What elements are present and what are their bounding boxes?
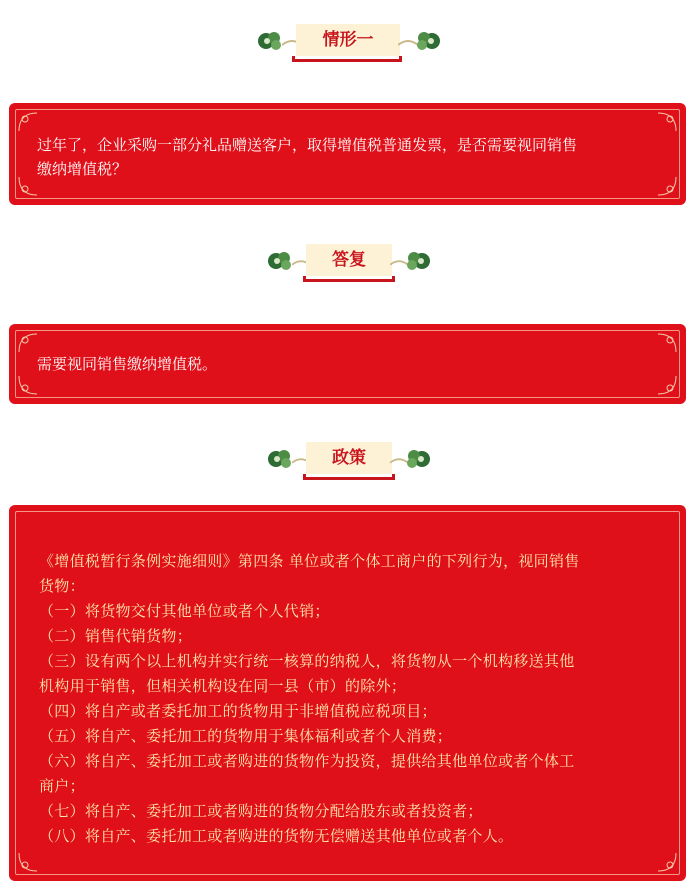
section-title: 情形一: [296, 24, 400, 56]
corner-ornament-icon: [656, 332, 678, 354]
corner-ornament-icon: [17, 175, 39, 197]
answer-card: [9, 324, 686, 404]
policy-line: 机构用于销售，但相关机构设在同一县（市）的除外；: [39, 677, 407, 695]
question-line: 过年了，企业采购一部分礼品赠送客户，取得增值税普通发票，是否需要视同销售: [37, 136, 578, 154]
corner-ornament-icon: [17, 851, 39, 873]
cloud-right-icon: [404, 250, 432, 272]
corner-ornament-icon: [17, 332, 39, 354]
cloud-left-icon: [266, 448, 294, 470]
corner-ornament-icon: [17, 374, 39, 396]
corner-ornament-icon: [656, 374, 678, 396]
cloud-left-icon: [256, 30, 284, 52]
cloud-right-icon: [404, 448, 432, 470]
cloud-right-icon: [414, 30, 442, 52]
policy-card: [9, 505, 686, 881]
answer-text: 需要视同销售缴纳增值税。: [37, 355, 218, 373]
policy-line: （五）将自产、委托加工的货物用于集体福利或者个人消费；: [39, 727, 453, 745]
policy-text: [39, 549, 662, 849]
policy-line: （八）将自产、委托加工或者购进的货物无偿赠送其他单位或者个人。: [39, 827, 514, 845]
section-header-answer: [0, 244, 698, 294]
cloud-left-icon: [266, 250, 294, 272]
corner-ornament-icon: [656, 851, 678, 873]
section-title: 答复: [306, 244, 392, 276]
title-underline: [303, 276, 395, 282]
policy-line: 商户；: [39, 777, 85, 795]
question-text: [37, 133, 662, 181]
title-underline: [303, 474, 395, 480]
policy-line: （三）设有两个以上机构并实行统一核算的纳税人，将货物从一个机构移送其他: [39, 652, 575, 670]
policy-line: （七）将自产、委托加工或者购进的货物分配给股东或者投资者；: [39, 802, 483, 820]
question-card: [9, 103, 686, 205]
policy-line: 《增值税暂行条例实施细则》第四条 单位或者个体工商户的下列行为，视同销售: [39, 552, 580, 570]
corner-ornament-icon: [656, 111, 678, 133]
question-line: 缴纳增值税？: [37, 160, 128, 178]
policy-line: （四）将自产或者委托加工的货物用于非增值税应税项目；: [39, 702, 437, 720]
section-header-policy: [0, 442, 698, 492]
policy-line: 货物：: [39, 577, 85, 595]
title-underline: [292, 56, 402, 62]
section-title: 政策: [306, 442, 392, 474]
policy-line: （二）销售代销货物；: [39, 627, 193, 645]
section-header-situation: [0, 24, 698, 74]
policy-line: （六）将自产、委托加工或者购进的货物作为投资，提供给其他单位或者个体工: [39, 752, 575, 770]
policy-line: （一）将货物交付其他单位或者个人代销；: [39, 602, 330, 620]
corner-ornament-icon: [17, 111, 39, 133]
